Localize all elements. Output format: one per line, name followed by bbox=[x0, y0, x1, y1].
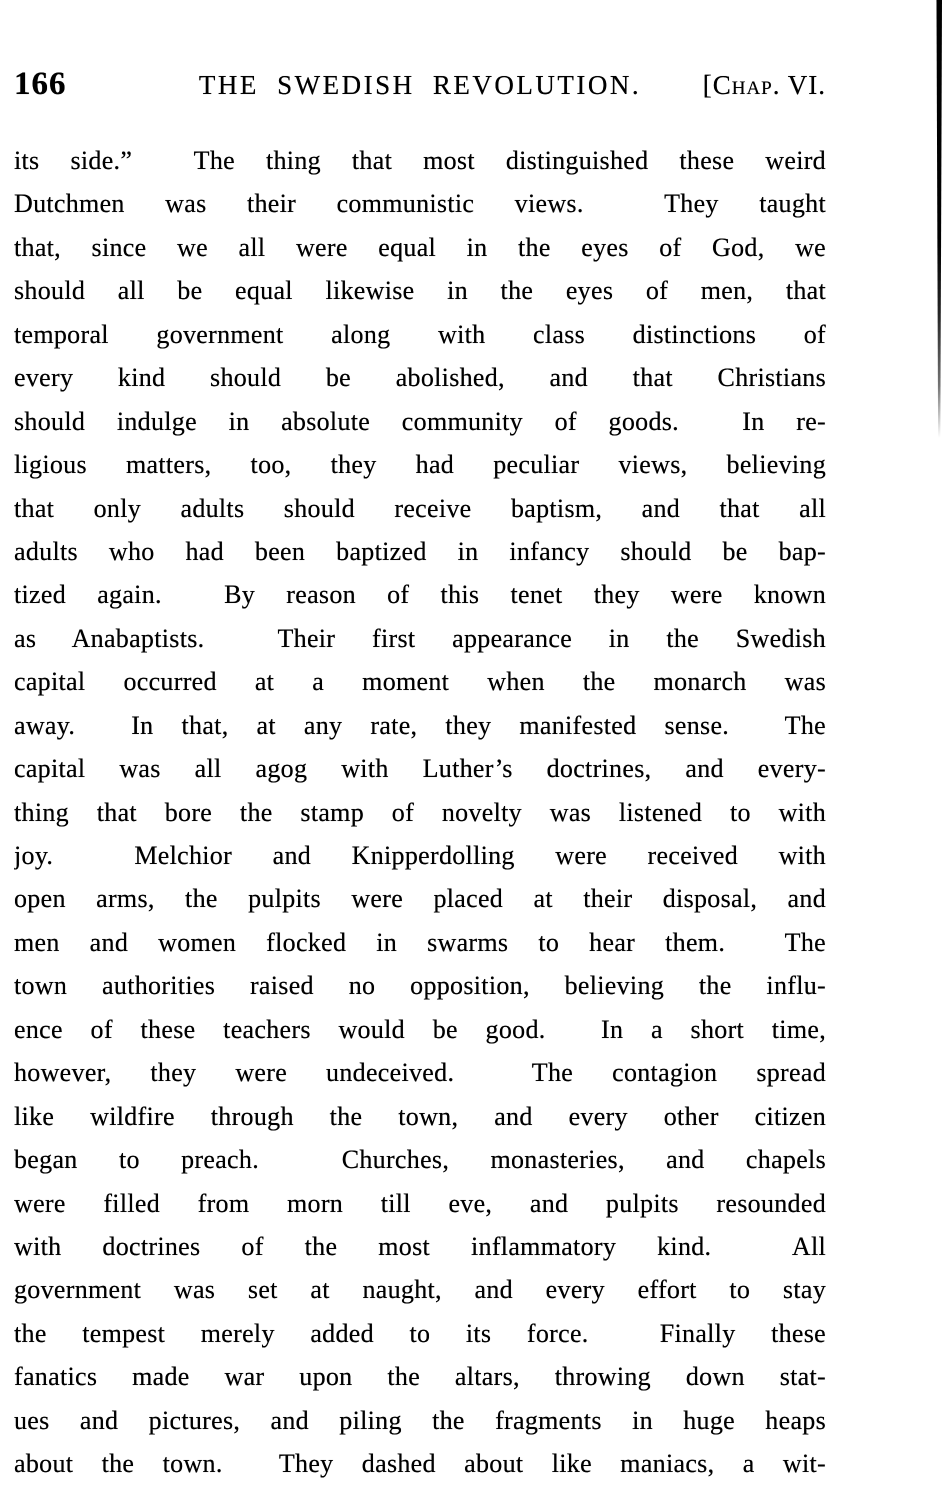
text-line: the tempest merely added to its force. Finally these bbox=[14, 1318, 826, 1348]
running-title: THE SWEDISH REVOLUTION. bbox=[198, 70, 642, 100]
text-line: joy. Melchior and Knipperdolling were received with bbox=[14, 841, 826, 870]
text-line: away. In that, at any rate, they manifested sense. The bbox=[14, 710, 826, 740]
page-header bbox=[14, 66, 826, 108]
text-line: capital was all agog with Luther’s doctrines, and every- bbox=[14, 754, 826, 784]
text-line: its side.” The thing that most distinguished these weird bbox=[14, 146, 826, 175]
text-line: with doctrines of the most inflammatory kind. All bbox=[14, 1231, 826, 1261]
text-line: government was set at naught, and every effort to stay bbox=[14, 1275, 826, 1305]
text-line: that only adults should receive baptism, and that all bbox=[14, 493, 826, 523]
text-line: adults who had been baptized in infancy should be bap- bbox=[14, 536, 826, 566]
chapter-marker: [Chap. VI. bbox=[702, 70, 826, 100]
text-line: Dutchmen was their communistic views. They taught bbox=[14, 189, 826, 219]
text-line: as Anabaptists. Their first appearance in the Swedish bbox=[14, 623, 826, 653]
text-line: men and women flocked in swarms to hear them. The bbox=[14, 927, 826, 957]
text-line: ence of these teachers would be good. In a short time, bbox=[14, 1014, 826, 1044]
text-line: temporal government along with class distinctions of bbox=[14, 319, 826, 349]
text-line: about the town. They dashed about like maniacs, a wit- bbox=[14, 1449, 826, 1479]
text-line: however, they were undeceived. The contagion spread bbox=[14, 1058, 826, 1088]
text-line: like wildfire through the town, and every other citizen bbox=[14, 1101, 826, 1131]
text-line: thing that bore the stamp of novelty was listened to with bbox=[14, 797, 826, 827]
scan-gutter-artifact bbox=[936, 0, 942, 438]
text-line: ues and pictures, and piling the fragments in huge heaps bbox=[14, 1405, 826, 1435]
page-body-text bbox=[14, 139, 826, 1486]
text-line: ligious matters, too, they had peculiar views, believing bbox=[14, 450, 826, 480]
text-line: should all be equal likewise in the eyes of men, that bbox=[14, 276, 826, 306]
text-line: every kind should be abolished, and that Christians bbox=[14, 363, 826, 393]
text-line: that, since we all were equal in the eyes of God, we bbox=[14, 232, 826, 262]
text-line: began to preach. Churches, monasteries, and chapels bbox=[14, 1145, 826, 1175]
page-number: 166 bbox=[14, 66, 67, 102]
text-line: tized again. By reason of this tenet they were known bbox=[14, 580, 826, 610]
text-line: capital occurred at a moment when the monarch was bbox=[14, 667, 826, 697]
text-line: fanatics made war upon the altars, throwing down stat- bbox=[14, 1362, 826, 1392]
text-line: should indulge in absolute community of goods. In re- bbox=[14, 406, 826, 436]
text-line: open arms, the pulpits were placed at their disposal, and bbox=[14, 884, 826, 914]
text-line: town authorities raised no opposition, believing the influ- bbox=[14, 971, 826, 1001]
text-line: were filled from morn till eve, and pulpits resounded bbox=[14, 1188, 826, 1218]
